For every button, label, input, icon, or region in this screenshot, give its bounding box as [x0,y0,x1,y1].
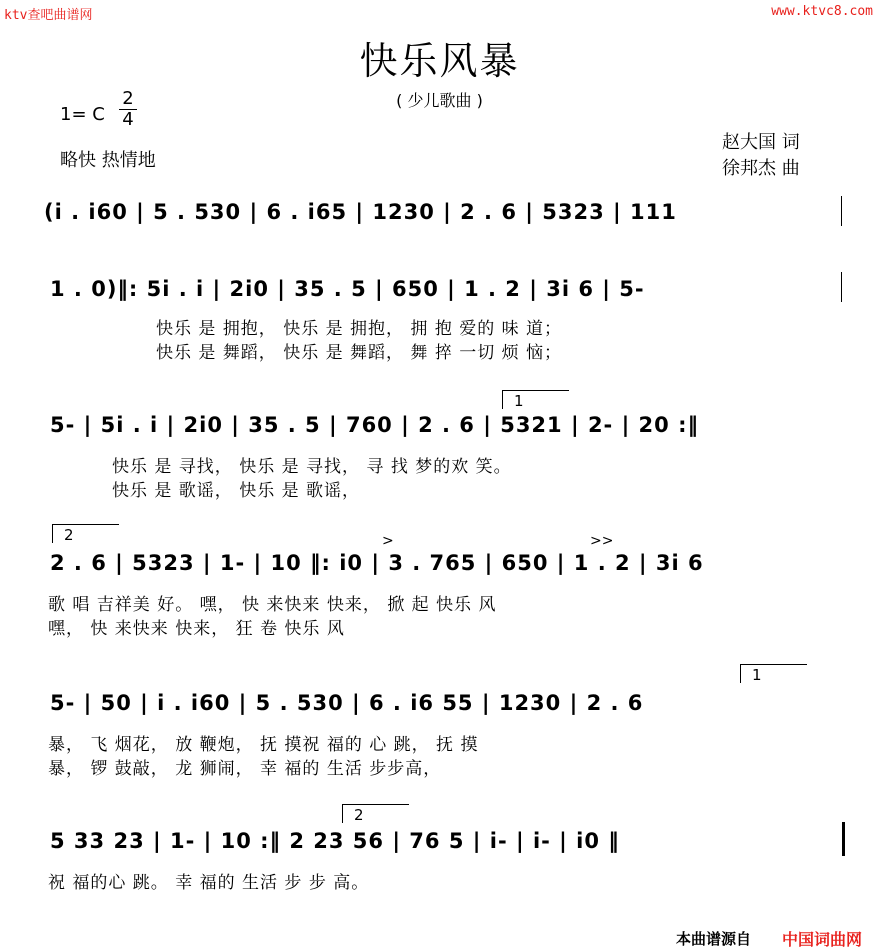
time-signature-top: 2 [122,88,134,109]
score-row-3-notes: 5- | 5i . i | 2i0 | 35 . 5 | 760 | 2 . 6 | 5321 | 2- | 20 :‖ [50,413,699,437]
score-row-2-lyrics-2: 快乐 是 舞蹈， 快乐 是 舞蹈， 舞 捽 一切 烦 恼； [156,343,563,363]
score-row-5-lyrics-1: 暴， 飞 烟花， 放 鞭炮， 抚 摸祝 福的 心 跳， 抚 摸 [48,735,479,755]
watermark-right: www.ktvc8.com [771,4,873,19]
score-row-6-notes: 5 33 23 | 1- | 10 :‖ 2 23 56 | 76 5 | i- | i- | i0 ‖ [50,829,620,853]
tempo-marking: 略快 热情地 [60,150,156,171]
composer-credit: 徐邦杰 曲 [722,158,800,179]
song-title: 快乐风暴 [359,39,520,83]
score-row-2-lyrics-1: 快乐 是 拥抱， 快乐 是 拥抱， 拥 抱 爱的 味 道； [156,319,563,339]
score-row-4-lyrics-2: 嘿， 快 来快来 快来， 狂 卷 快乐 风 [48,619,345,639]
final-barline [842,822,845,856]
lyricist-credit: 赵大国 词 [722,132,800,153]
song-subtitle: ( 少儿歌曲 ) [396,91,483,110]
score-row-3-lyrics-1: 快乐 是 寻找， 快乐 是 寻找， 寻 找 梦的欢 笑。 [112,457,512,477]
score-row-1-notes: (i . i60 | 5 . 530 | 6 . i65 | 1230 | 2 . 6 | 5323 | 111 [44,200,677,224]
score-row-4-notes: 2 . 6 | 5323 | 1- | 10 ‖: i0 | 3 . 765 | 650 | 1 . 2 | 3i 6 [50,551,704,575]
accent-mark-single: > [382,533,394,549]
time-signature [119,90,137,129]
second-ending-number: 2 [64,526,74,544]
key-signature: 1= C [60,104,105,125]
second-ending-number-2: 2 [354,806,364,824]
row-1-end-barline [841,196,842,226]
first-ending-bracket [502,390,569,409]
score-row-2-notes: 1 . 0)‖: 5i . i | 2i0 | 35 . 5 | 650 | 1 . 2 | 3i 6 | 5- [50,277,645,301]
second-ending-bracket [52,524,119,543]
score-row-5-notes: 5- | 50 | i . i60 | 5 . 530 | 6 . i6 55 | 1230 | 2 . 6 [50,691,644,715]
second-ending-bracket-2 [342,804,409,823]
row-2-end-barline [841,272,842,302]
score-row-3-lyrics-2: 快乐 是 歌谣， 快乐 是 歌谣， [112,481,361,501]
first-ending-bracket-2 [740,664,807,683]
time-signature-bottom: 4 [122,109,134,130]
score-row-6-lyrics-1: 祝 福的心 跳。 幸 福的 生活 步 步 高。 [48,873,370,893]
score-row-5-lyrics-2: 暴， 锣 鼓敲， 龙 狮闹， 幸 福的 生活 步步高， [48,759,442,779]
first-ending-number: 1 [514,392,524,410]
watermark-left: ktv查吧曲谱网 [4,8,93,23]
source-label: 本曲谱源自 [676,930,752,948]
accent-mark-double: >> [590,533,614,549]
source-brand-link[interactable]: 中国词曲网 [782,930,863,949]
score-row-4-lyrics-1: 歌 唱 吉祥美 好。 嘿， 快 来快来 快来， 掀 起 快乐 风 [48,595,497,615]
first-ending-number-2: 1 [752,666,762,684]
